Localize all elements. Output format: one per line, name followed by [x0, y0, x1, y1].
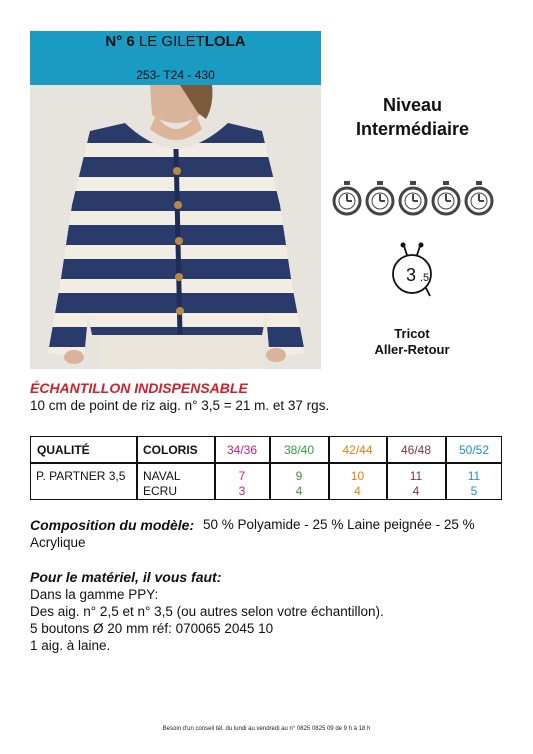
ball-count: 7	[238, 469, 246, 483]
materials-list	[30, 586, 384, 654]
composition-text-continued: Acrylique	[30, 535, 86, 550]
footer-contact: Besoin d'un conseil tél. du lundi au vendredi au n° 0825 0825 09 de 9 h à 18 h	[162, 726, 371, 732]
materials-line: 5 boutons Ø 20 mm réf: 070065 2045 10	[30, 621, 274, 636]
stopwatch-icon	[332, 180, 362, 216]
knitting-needles-icon	[388, 240, 436, 298]
header-size: 38/40	[283, 443, 315, 457]
level-label: Niveau	[382, 95, 443, 115]
gauge-text: 10 cm de point de riz aig. n° 3,5 = 21 m. et 37 rgs.	[30, 398, 330, 413]
header-size: 50/52	[458, 443, 490, 457]
pattern-header	[30, 31, 321, 85]
quality-name: P. PARTNER 3,5	[36, 469, 126, 483]
composition-title: Composition du modèle:	[30, 517, 195, 533]
header-coloris: COLORIS	[143, 443, 198, 457]
model-photo	[30, 85, 321, 369]
materials-title: Pour le matériel, il vous faut:	[30, 569, 222, 585]
technique-line1: Tricot	[394, 326, 430, 341]
table-divider	[31, 462, 501, 464]
needle-size: 3	[405, 265, 417, 285]
pattern-title	[30, 33, 321, 50]
difficulty-timers	[332, 180, 494, 216]
stopwatch-icon	[431, 180, 461, 216]
needle-size-decimal: .5	[420, 272, 430, 284]
pattern-name-prefix: LE GILET	[138, 33, 205, 50]
header-quality: QUALITÉ	[37, 443, 90, 457]
header-size: 42/44	[342, 443, 373, 457]
cardigan-illustration	[30, 85, 321, 369]
pattern-number: N° 6	[105, 33, 135, 50]
stopwatch-icon	[398, 180, 428, 216]
ball-count: 4	[412, 484, 420, 498]
level-value: Intermédiaire	[355, 119, 470, 139]
composition-text: 50 % Polyamide - 25 % Laine peignée - 25 %	[203, 517, 475, 532]
pattern-name: LOLA	[204, 33, 246, 50]
stopwatch-icon	[464, 180, 494, 216]
ball-count: 4	[354, 484, 361, 498]
ball-count: 5	[470, 484, 478, 498]
materials-line: Dans la gamme PPY:	[30, 587, 159, 602]
technique-line2: Aller-Retour	[374, 342, 450, 357]
difficulty-level	[330, 93, 495, 141]
gauge-title: ÉCHANTILLON INDISPENSABLE	[30, 380, 248, 396]
coloris-name: NAVAL	[143, 469, 181, 483]
header-size: 46/48	[400, 443, 432, 457]
ball-count: 10	[350, 469, 365, 483]
materials-line: 1 aig. à laine.	[30, 638, 111, 653]
ball-count: 11	[409, 469, 423, 483]
materials-line: Des aig. n° 2,5 et n° 3,5 (ou autres selon votre échantillon).	[30, 604, 384, 619]
ball-count: 3	[238, 484, 246, 498]
ball-count: 11	[467, 469, 481, 483]
technique	[350, 326, 474, 358]
stopwatch-icon	[365, 180, 395, 216]
ball-count: 9	[295, 469, 303, 483]
yarn-table	[30, 436, 502, 500]
header-size: 34/36	[226, 443, 258, 457]
ball-count: 4	[295, 484, 303, 498]
coloris-name: ECRU	[143, 484, 178, 498]
pattern-reference: 253- T24 - 430	[136, 68, 215, 82]
table-divider	[136, 437, 138, 499]
